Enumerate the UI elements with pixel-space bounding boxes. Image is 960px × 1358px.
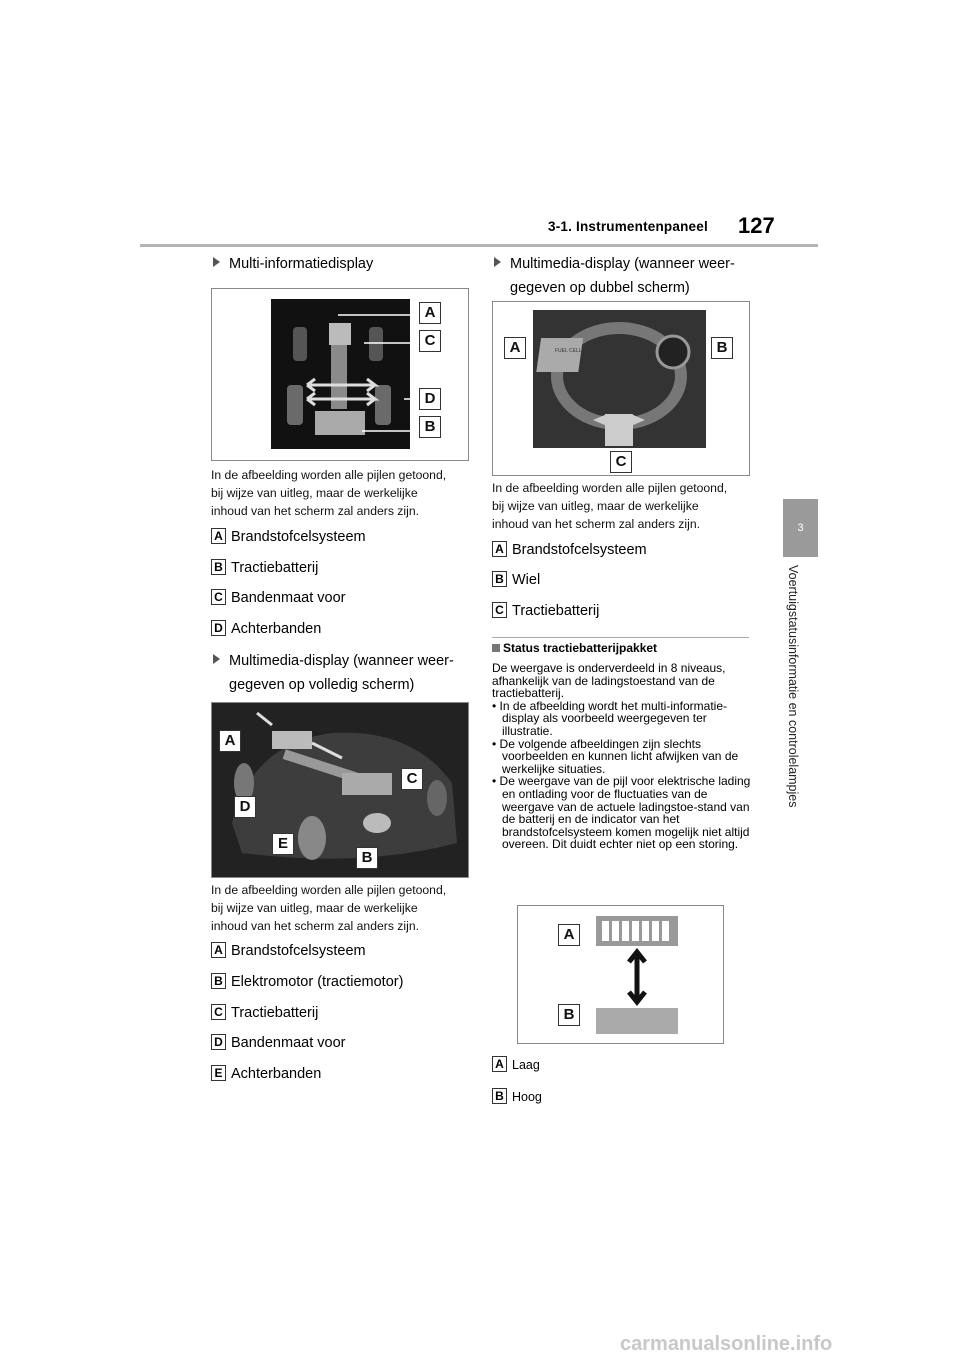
heading-full-screen: Multimedia-display (wanneer weer- gegeven op volledig scherm) [213,649,454,697]
callout-c: C [419,330,441,352]
header-rule [140,244,818,247]
callout-b: B [558,1004,580,1026]
caption-full-screen: In de afbeelding worden alle pijlen getoond, bij wijze van uitleg, maar de werkelijke inhoud van het scherm zal anders zijn. [211,883,447,933]
callout-c: C [401,768,423,790]
list-item: B Elektromotor (tractiemotor) [211,973,403,991]
list-item: D Achterbanden [211,620,321,638]
bullet-item: • De volgende afbeeldingen zijn slechts voorbeelden en kunnen licht afwijken van de werkelijke situaties. [492,738,754,776]
fuel-cell-text: FUEL CELL [555,348,582,354]
figure-battery-levels [517,905,724,1044]
leader-lines [332,301,422,441]
arrow-icon [213,654,220,664]
list-item: A Laag [492,1056,540,1074]
list-item: E Achterbanden [211,1065,321,1083]
callout-e: E [272,833,294,855]
caption-dual-screen: In de afbeelding worden alle pijlen getoond, bij wijze van uitleg, maar de werkelijke inhoud van het scherm zal anders zijn. [492,481,728,531]
heading-dual-screen: Multimedia-display (wanneer weer- gegeven op dubbel scherm) [494,252,735,300]
list-item: C Bandenmaat voor [211,589,345,607]
caption-multi-info: In de afbeelding worden alle pijlen getoond, bij wijze van uitleg, maar de werkelijke inhoud van het scherm zal anders zijn. [211,468,447,518]
callout-a: A [219,730,241,752]
battery-graphic [596,916,681,1034]
list-item: C Tractiebatterij [492,602,599,620]
bullet-item: • In de afbeelding wordt het multi-informatie-display als voorbeeld weergegeven ter illustratie. [492,700,754,738]
status-heading: Status tractiebatterijpakket [492,641,657,655]
figure-multi-info [211,288,469,461]
callout-b: B [711,337,733,359]
arrow-icon [494,257,501,267]
page-number: 127 [738,213,775,238]
figure-full-screen [211,702,469,878]
bullet-item: • De weergave van de pijl voor elektrische lading en ontlading voor de fluctuaties van de weergave van de actuele ladingstoe-stand van de batterij en de indicator van het brandstofcelsysteem komen mogelijk niet altijd overeen. Dit duidt echter niet op een storing. [492,775,754,851]
chapter-title: Voertuigstatusinformatie en controlelampjes [786,565,800,808]
figure-dual-screen [492,301,750,476]
callout-d: D [234,796,256,818]
list-item: A Brandstofcelsysteem [492,541,647,559]
status-body: De weergave is onderverdeeld in 8 niveaus, afhankelijk van de ladingstoestand van de tractiebatterij. • In de afbeelding wordt het multi-informatie-display als voorbeeld weergegeven ter illustratie. • De volgende afbeeldingen zijn slechts voorbeelden en kunnen licht afwijken van de werkelijke situaties. • De weergave van de pijl voor elektrische lading en ontlading voor de fluctuaties van de weergave van de actuele ladingstoe-stand van de batterij en de indicator van het brandstofcelsysteem komen mogelijk niet altijd overeen. Dit duidt echter niet op een storing. [492,662,754,851]
car-graphic [212,703,468,877]
energy-flow-graphic [533,310,706,448]
callout-b: B [356,847,378,869]
callout-a: A [558,924,580,946]
section-divider [492,637,749,638]
list-item: A Brandstofcelsysteem [211,942,366,960]
callout-a: A [504,337,526,359]
list-item: B Tractiebatterij [211,559,318,577]
callout-b: B [419,416,441,438]
arrow-icon [213,257,220,267]
callout-a: A [419,302,441,324]
list-item: C Tractiebatterij [211,1004,318,1022]
list-item: B Wiel [492,571,540,589]
chapter-tab: 3 [783,499,818,557]
heading-multi-info: Multi-informatiedisplay [213,252,373,276]
list-item: D Bandenmaat voor [211,1034,345,1052]
callout-c: C [610,451,632,473]
list-item: B Hoog [492,1088,542,1106]
callout-d: D [419,388,441,410]
section-title: 3-1. Instrumentenpaneel [548,219,708,234]
watermark: carmanualsonline.info [620,1333,833,1355]
square-icon [492,644,500,652]
list-item: A Brandstofcelsysteem [211,528,366,546]
